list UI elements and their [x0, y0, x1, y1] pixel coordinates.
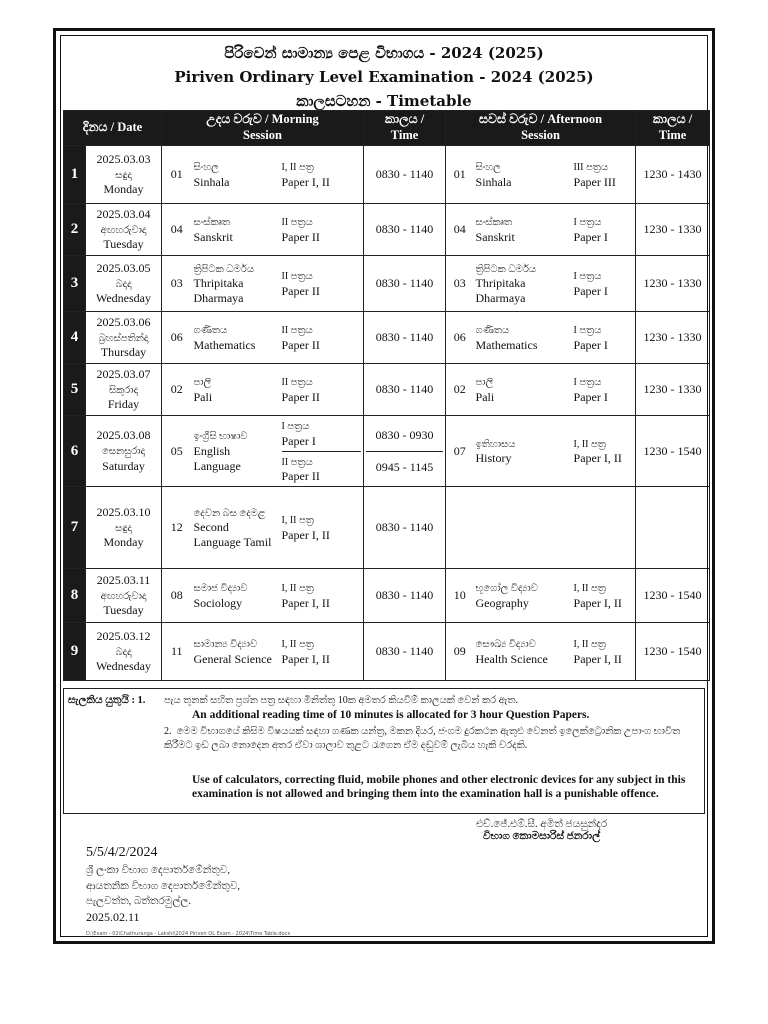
afternoon-time-empty	[636, 487, 710, 569]
note-1-sinhala: පැය තුනක් සහිත ප්‍රශ්න පත්‍ර සඳහා මිනිත්තු 10ක අමතර කියවීම් කාලයක් වෙන් කර ඇත.	[164, 695, 518, 706]
morning-subject-code	[162, 364, 192, 416]
paper-english: Paper I	[281, 433, 316, 448]
morning-subject	[192, 569, 280, 623]
title-english: Piriven Ordinary Level Examination - 2024 (2025)	[174, 68, 594, 86]
reference-line-1: ශ්‍රී ලංකා විභාග දෙපාර්තමේන්තුව,	[86, 865, 230, 877]
subject-code-text: 02	[453, 382, 466, 396]
afternoon-subject-code	[446, 204, 474, 256]
afternoon-paper	[572, 146, 636, 204]
table-row	[64, 146, 710, 204]
time-text: 1230 - 1330	[643, 222, 702, 236]
row-number	[64, 312, 86, 364]
subject-code-text: 08	[170, 588, 183, 602]
day-english: Wednesday	[95, 659, 151, 674]
table-row	[64, 416, 710, 487]
paper-english: Paper II	[281, 389, 320, 404]
time-text: 0830 - 1140	[375, 520, 434, 534]
table-row	[64, 569, 710, 623]
morning-paper	[280, 364, 364, 416]
row-number-text: 3	[70, 275, 79, 292]
subject-english: English Language	[193, 443, 241, 473]
afternoon-subject	[474, 312, 572, 364]
date-cell	[86, 623, 162, 681]
time-text: 1230 - 1540	[643, 443, 702, 458]
row-number-text: 7	[70, 519, 79, 536]
time-text: 0830 - 1140	[375, 330, 434, 344]
table-row	[64, 256, 710, 312]
paper-english: Paper I	[573, 229, 608, 244]
note-2-number: 2.	[164, 726, 172, 737]
subject-sinhala: දෙවන බස දෙමළ	[193, 507, 266, 519]
time-text: 1230 - 1540	[643, 588, 702, 602]
paper-sinhala: I පත්‍රය	[573, 271, 602, 283]
paper-sinhala: II පත්‍රය	[281, 377, 313, 389]
paper-english: Paper I, II	[281, 595, 330, 610]
subject-english: Sinhala	[475, 174, 512, 189]
row-number-text: 8	[70, 587, 79, 604]
paper-english: Paper I, II	[281, 174, 330, 189]
paper-sinhala: I පත්‍රය	[573, 377, 602, 389]
date-cell	[86, 416, 162, 487]
subject-sinhala: සෞඛ්‍ය විද්‍යාව	[475, 639, 536, 651]
time-text: 1230 - 1330	[643, 276, 702, 290]
signature-name: එච්.ජේ.එම්.සී. අමිත් ජයසුන්දර	[476, 819, 608, 830]
morning-time	[364, 623, 446, 681]
morning-subject-code	[162, 256, 192, 312]
morning-subject-code	[162, 416, 192, 487]
timetable-subtitle: කාලසටහන - Timetable	[296, 92, 472, 110]
table-row	[64, 487, 710, 569]
paper-sinhala: I, II පත්‍ර	[573, 438, 606, 450]
table-row	[64, 312, 710, 364]
document-inner-border	[60, 35, 708, 937]
row-number	[64, 623, 86, 681]
day-english: Thursday	[100, 345, 147, 360]
subject-code-text: 03	[453, 276, 466, 290]
subject-code-text: 01	[170, 167, 183, 181]
row-number-text: 1	[70, 166, 79, 183]
day-english: Saturday	[102, 458, 145, 473]
paper-sinhala: I, II පත්‍ර	[573, 583, 606, 595]
afternoon-time	[636, 146, 710, 204]
row-number-text: 5	[70, 381, 79, 398]
afternoon-time	[636, 364, 710, 416]
day-sinhala: බදාදා	[115, 646, 132, 658]
time-text: 0830 - 1140	[375, 588, 434, 602]
morning-subject-code	[162, 146, 192, 204]
table-row	[64, 364, 710, 416]
subject-code-text: 02	[170, 382, 183, 396]
morning-subject	[192, 364, 280, 416]
header-date: දිනය / Date	[64, 111, 162, 146]
subject-english: Sinhala	[193, 174, 230, 189]
afternoon-subject	[474, 364, 572, 416]
morning-paper	[280, 146, 364, 204]
paper-english: Paper II	[281, 469, 320, 483]
signature-block	[476, 819, 607, 843]
notes-box	[63, 688, 705, 814]
row-number	[64, 146, 86, 204]
subject-code-text: 01	[453, 167, 466, 181]
time-text: 1230 - 1430	[643, 167, 702, 181]
subject-english: Pali	[193, 389, 213, 404]
subject-sinhala: ඉංග්‍රීසි භාෂාව	[193, 431, 248, 443]
subject-english: Geography	[475, 595, 529, 610]
morning-paper	[280, 204, 364, 256]
paper-sinhala: I, II පත්‍ර	[281, 162, 314, 174]
date-text: 2025.03.03	[96, 151, 151, 166]
subject-code-text: 12	[170, 520, 183, 534]
afternoon-subject-code	[446, 364, 474, 416]
paper-sinhala: II පත්‍රය	[281, 271, 313, 283]
subject-sinhala: සමාජ විද්‍යාව	[193, 583, 248, 595]
morning-time	[364, 256, 446, 312]
date-text: 2025.03.11	[96, 572, 151, 587]
afternoon-paper	[572, 312, 636, 364]
date-text: 2025.03.04	[96, 206, 151, 221]
subject-english: Sanskrit	[475, 229, 515, 244]
row-number-text: 2	[70, 221, 79, 238]
subject-english: Sanskrit	[193, 229, 233, 244]
morning-time	[364, 204, 446, 256]
time-text: 0830 - 1140	[375, 222, 434, 236]
day-english: Monday	[103, 535, 144, 550]
subject-code-text: 07	[453, 443, 466, 458]
subject-code-text: 05	[170, 443, 183, 458]
afternoon-empty	[446, 487, 636, 569]
morning-time	[364, 146, 446, 204]
morning-subject	[192, 312, 280, 364]
morning-time	[364, 312, 446, 364]
day-sinhala: සඳුදා	[115, 169, 132, 181]
time-text: 0830 - 1140	[375, 382, 434, 396]
afternoon-subject	[474, 256, 572, 312]
date-cell	[86, 256, 162, 312]
date-cell	[86, 364, 162, 416]
date-text: 2025.03.08	[96, 428, 151, 443]
morning-paper	[280, 256, 364, 312]
time-text: 0830 - 1140	[375, 167, 434, 181]
day-sinhala: අඟහරුවාදා	[100, 224, 147, 236]
morning-subject	[192, 623, 280, 681]
paper-sinhala: I, II පත්‍ර	[281, 515, 314, 527]
morning-subject	[192, 204, 280, 256]
paper-1	[282, 416, 362, 452]
day-english: Tuesday	[103, 603, 144, 618]
afternoon-paper	[572, 569, 636, 623]
morning-time	[364, 416, 446, 487]
morning-subject	[192, 487, 280, 569]
subject-sinhala: ගණිතය	[193, 325, 228, 337]
subject-english: Pali	[475, 389, 495, 404]
afternoon-subject-code	[446, 256, 474, 312]
subject-code-text: 11	[170, 644, 183, 658]
paper-english: Paper II	[281, 337, 320, 352]
subject-sinhala: සිංහල	[193, 162, 219, 174]
subject-sinhala: සාමාන්‍ය විද්‍යාව	[193, 639, 258, 651]
subject-sinhala: ඉතිහාසය	[475, 438, 516, 450]
timetable	[63, 110, 710, 681]
morning-subject	[192, 416, 280, 487]
subject-sinhala: ත්‍රිපිටක ධර්මය	[475, 263, 537, 275]
date-text: 2025.03.05	[96, 260, 151, 275]
date-text: 2025.03.06	[96, 314, 151, 329]
morning-subject-code	[162, 487, 192, 569]
afternoon-paper	[572, 204, 636, 256]
subject-sinhala: සිංහල	[475, 162, 501, 174]
subject-code-text: 09	[453, 644, 466, 658]
date-cell	[86, 312, 162, 364]
time-text: 0945 - 1145	[375, 459, 434, 474]
afternoon-time	[636, 312, 710, 364]
paper-english: Paper I, II	[281, 651, 330, 666]
day-sinhala: සිකුරාදා	[108, 384, 139, 396]
day-sinhala: බ්‍රහස්පතින්දා	[98, 332, 149, 344]
paper-sinhala: II පත්‍රය	[281, 325, 313, 337]
subject-code-text: 10	[453, 588, 466, 602]
morning-paper	[280, 312, 364, 364]
date-cell	[86, 569, 162, 623]
notes-label: සැලකිය යුතුයි : 1.	[68, 695, 146, 706]
date-text: 2025.03.12	[96, 628, 151, 643]
row-number	[64, 487, 86, 569]
subject-code-text: 06	[453, 330, 466, 344]
afternoon-subject	[474, 416, 572, 487]
subject-english: Sociology	[193, 595, 243, 610]
paper-sinhala: I, II පත්‍ර	[573, 639, 606, 651]
morning-subject-code	[162, 569, 192, 623]
morning-paper	[280, 623, 364, 681]
date-cell	[86, 487, 162, 569]
note-2-english: Use of calculators, correcting fluid, mobile phones and other electronic devices for any subject in this examination is not allowed and bringing them into the examination hall is a punishable offence.	[192, 774, 686, 801]
afternoon-time	[636, 623, 710, 681]
time-text: 1230 - 1540	[643, 644, 702, 658]
subject-sinhala: සංස්කෘත	[475, 217, 512, 229]
row-number	[64, 569, 86, 623]
subject-english: Second Language Tamil	[193, 520, 272, 550]
subject-code-text: 06	[170, 330, 183, 344]
note-2-sinhala-text: මෙම විභාගයේ කිසිම විෂයයක් සඳහා ගණක යන්ත්‍ර, මකන දියර, ජංගම දුරකථන ඇතුළු වෙනත් ඉලෙක්ට්‍රොනික උපාංග භාවිත කිරීමට ඉඩ ලබා නොදෙන අතර ඒවා ශාලාව තුළට රැගෙන ඒම දඬුවම් ලැබිය හැකි වරදකි.	[164, 726, 681, 751]
date-cell	[86, 204, 162, 256]
table-header-row	[64, 111, 710, 146]
reference-date: 2025.02.11	[86, 909, 140, 924]
paper-sinhala: I පත්‍රය	[281, 421, 310, 432]
reference-line-3: පැලවත්ත, බත්තරමුල්ල.	[86, 895, 191, 907]
header-time-afternoon: කාලය / Time	[636, 111, 710, 146]
reference-line-2: ආයතනික විභාග දෙපාර්තමේන්තුව,	[86, 880, 241, 892]
afternoon-time	[636, 569, 710, 623]
morning-subject	[192, 146, 280, 204]
afternoon-time	[636, 204, 710, 256]
row-number-text: 6	[70, 442, 79, 459]
paper-sinhala: I, II පත්‍ර	[281, 583, 314, 595]
row-number	[64, 364, 86, 416]
table-row	[64, 623, 710, 681]
time-text: 0830 - 1140	[375, 644, 434, 658]
afternoon-subject	[474, 204, 572, 256]
header-morning: උදය වරුව / Morning Session	[162, 111, 364, 146]
subject-english: Health Science	[475, 651, 548, 666]
paper-sinhala: I, II පත්‍ර	[281, 639, 314, 651]
time-text: 0830 - 1140	[375, 276, 434, 290]
date-text: 2025.03.07	[96, 366, 151, 381]
afternoon-time	[636, 416, 710, 487]
time-slot-2	[366, 452, 443, 483]
day-sinhala: අඟහරුවාදා	[100, 590, 147, 602]
row-number	[64, 416, 86, 487]
subject-english: Mathematics	[475, 337, 538, 352]
paper-english: Paper I, II	[281, 527, 330, 542]
afternoon-paper	[572, 623, 636, 681]
time-text: 0830 - 0930	[375, 427, 434, 442]
note-1-english: An additional reading time of 10 minutes is allocated for 3 hour Question Papers.	[192, 709, 590, 721]
afternoon-paper	[572, 416, 636, 487]
afternoon-subject	[474, 569, 572, 623]
reference-number: 5/5/4/2/2024	[86, 845, 158, 860]
subject-english: Thripitaka Dharmaya	[193, 276, 244, 306]
time-text: 1230 - 1330	[643, 330, 702, 344]
subject-sinhala: ත්‍රිපිටක ධර්මය	[193, 263, 255, 275]
morning-subject-code	[162, 204, 192, 256]
morning-subject-code	[162, 312, 192, 364]
paper-english: Paper I	[573, 389, 608, 404]
day-english: Friday	[107, 397, 140, 412]
afternoon-subject	[474, 146, 572, 204]
subject-sinhala: සංස්කෘත	[193, 217, 230, 229]
day-english: Tuesday	[103, 237, 144, 252]
subject-sinhala: ගණිතය	[475, 325, 510, 337]
subject-sinhala: පාලි	[475, 377, 494, 389]
paper-english: Paper II	[281, 229, 320, 244]
day-english: Monday	[103, 182, 144, 197]
morning-time	[364, 487, 446, 569]
afternoon-subject-code	[446, 416, 474, 487]
afternoon-subject-code	[446, 623, 474, 681]
paper-sinhala: II පත්‍රය	[281, 456, 313, 468]
file-path: D:\Exam - 02\Chathuranga - Lakshi\2024 Piriven OL Exam - 2024\Time Table.docx	[86, 931, 291, 937]
paper-english: Paper III	[573, 174, 616, 189]
subject-sinhala: භූගෝල විද්‍යාව	[475, 583, 538, 595]
day-sinhala: සඳුදා	[115, 522, 132, 534]
morning-paper	[280, 569, 364, 623]
date-cell	[86, 146, 162, 204]
day-sinhala: බදාදා	[115, 278, 132, 290]
time-text: 1230 - 1330	[643, 382, 702, 396]
paper-english: Paper I	[573, 283, 608, 298]
subject-code-text: 04	[170, 222, 183, 236]
afternoon-subject-code	[446, 146, 474, 204]
document-frame	[53, 28, 715, 944]
subject-english: General Science	[193, 651, 272, 666]
day-english: Wednesday	[95, 291, 151, 306]
morning-paper	[280, 487, 364, 569]
morning-subject-code	[162, 623, 192, 681]
paper-english: Paper I, II	[573, 595, 622, 610]
day-sinhala: සෙනසුරාදා	[101, 446, 146, 458]
subject-sinhala: පාලි	[193, 377, 212, 389]
table-row	[64, 204, 710, 256]
paper-sinhala: III පත්‍රය	[573, 162, 609, 174]
paper-english: Paper II	[281, 283, 320, 298]
afternoon-subject	[474, 623, 572, 681]
afternoon-subject-code	[446, 569, 474, 623]
paper-sinhala: I පත්‍රය	[573, 217, 602, 229]
paper-english: Paper I, II	[573, 651, 622, 666]
paper-2	[282, 452, 362, 487]
row-number-text: 4	[70, 329, 79, 346]
title-sinhala: පිරිවෙන් සාමාන්‍ය පෙළ විභාගය - 2024 (2025)	[224, 44, 544, 62]
paper-english: Paper I	[573, 337, 608, 352]
afternoon-paper	[572, 256, 636, 312]
subject-english: History	[475, 451, 512, 466]
paper-sinhala: II පත්‍රය	[281, 217, 313, 229]
paper-english: Paper I, II	[573, 451, 622, 466]
subject-english: Thripitaka Dharmaya	[475, 276, 526, 306]
reference-block	[86, 843, 240, 926]
date-text: 2025.03.10	[96, 504, 151, 519]
note-2-sinhala	[164, 725, 694, 752]
header-time: කාලය / Time	[364, 111, 446, 146]
header-afternoon: සවස් වරුව / Afternoon Session	[446, 111, 636, 146]
afternoon-time	[636, 256, 710, 312]
row-number-text: 9	[70, 643, 79, 660]
subject-english: Mathematics	[193, 337, 256, 352]
subject-code-text: 03	[170, 276, 183, 290]
paper-sinhala: I පත්‍රය	[573, 325, 602, 337]
afternoon-subject-code	[446, 312, 474, 364]
afternoon-paper	[572, 364, 636, 416]
morning-time	[364, 569, 446, 623]
time-slot-1	[366, 420, 443, 452]
row-number	[64, 256, 86, 312]
subject-code-text: 04	[453, 222, 466, 236]
morning-subject	[192, 256, 280, 312]
row-number	[64, 204, 86, 256]
morning-time	[364, 364, 446, 416]
morning-papers	[280, 416, 364, 487]
signature-title: විභාග කොමසාරිස් ජනරාල්	[483, 831, 601, 842]
